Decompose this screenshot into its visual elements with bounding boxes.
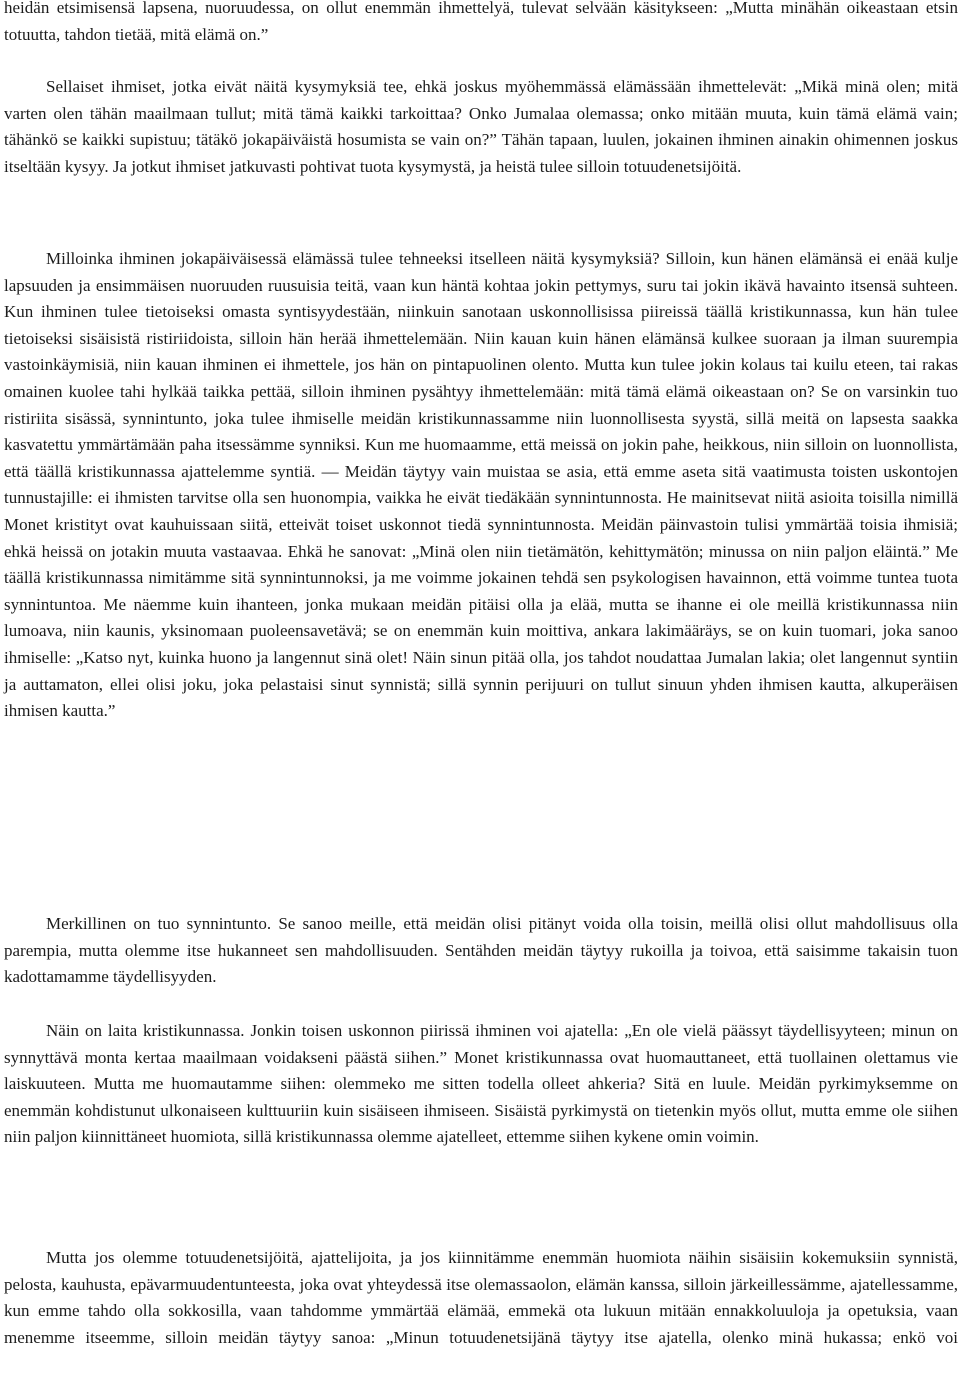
paragraph-4: Merkillinen on tuo synnintunto. Se sanoo meille, että meidän olisi pitänyt voida olla toisin, meillä olisi ollut mahdollisuus olla parempia, mutta olemme itse hukanneet sen mahdollisuuden. Sentähden meidän täytyy rukoilla ja toivoa, että saisimme takaisin tuon kadottamamme täydellisyyden. bbox=[4, 914, 958, 987]
paragraph-2: Sellaiset ihmiset, jotka eivät näitä kysymyksiä tee, ehkä joskus myöhemmässä elämässään ihmettelevät: „Mikä minä olen; mitä varten olen tähän maailmaan tullut; mitä tämä kaikki tarkoittaa? Onko Jumalaa olemassa; onko mitään muuta, kuin tämä elämä vain; tähänkö se kaikki supistuu; tätäkö jokapäiväistä hosumista se vain on?” Tähän tapaan, luulen, jokainen ihminen ainakin ohimennen joskus itseltään kysyy. Ja jotkut ihmiset jatkuvasti pohtivat tuota kysymystä, ja heistä tulee silloin totuudenetsijöitä. bbox=[4, 77, 958, 176]
paragraph-5: Näin on laita kristikunnassa. Jonkin toisen uskonnon piirissä ihminen voi ajatella: „En ole vielä päässyt täydellisyyteen; minun on synnyttävä monta kertaa maailmaan voidakseni päästä siihen.” Monet kristikunnassa ovat huomauttaneet, että tuollainen olettamus vie laiskuuteen. Mutta me huomautamme siihen: olemmeko me sitten todella olleet ahkeria? Sitä en luule. Meidän pyrkimyksemme on enemmän kohdistunut ulkonaiseen kulttuuriin kuin sisäiseen ihmiseen. Sisäistä pyrkimystä on tietenkin myös ollut, mutta emme ole siihen niin paljon kiinnittäneet huomiota, sillä kristikunnassa olemme ajatelleet, ettemme siihen kykene omin voimin. bbox=[4, 1021, 958, 1147]
paragraph-1: heidän etsimisensä lapsena, nuoruudessa, on ollut enemmän ihmettelyä, tulevat selvään käsitykseen: „Mutta minähän oikeastaan etsin totuutta, tahdon tietää, mitä elämä on.” bbox=[4, 0, 958, 44]
paragraph-3: Milloinka ihminen jokapäiväisessä elämässä tulee tehneeksi itselleen näitä kysymyksiä? Silloin, kun hänen elämänsä ei enää kulje lapsuuden ja ensimmäisen nuoruuden ruusuisia teitä, vaan kun häntä kohtaa jokin pettymys, suru tai jokin ikävä havainto itsensä suhteen. Kun ihminen tulee tietoiseksi omasta syntisyydestään, niinkuin sanotaan uskonnollisissa piireissä täällä kristikunnassa, kun hän tulee tietoiseksi sisäisistä ristiriidoista, silloin hän herää ihmettelemään. Niin kauan kuin hänen elämänsä kulkee suoraan ja ilman suurempia vastoinkäymisiä, niin kauan ihminen ei ihmettele, jos hän on pintapuolinen olento. Mutta kun tulee jokin kolaus tai kuilu eteen, tai rakas omainen kuolee tahi hylkää taikka pettää, silloin ihminen pysähtyy ihmettelemään: mitä tämä elämä oikeastaan on? Se on varsinkin tuo ristiriita sisässä, synnintunto, joka tulee ihmiselle meidän kristikunnassamme niin luonnollisesta syystä, sillä meitä on lapsesta saakka kasvatettu ymmärtämään paha itsessämme synniksi. Kun me huomaamme, että meissä on jokin pahe, heikkous, niin silloin on luonnollista, että täällä kristikunnassa ajattelemme syntiä. — Meidän täytyy vain muistaa se asia, että emme aseta sitä vaatimusta toisten uskontojen tunnustajille: ei ihmisten tarvitse olla sen huonompia, vaikka he eivät tiedäkään synnintunnosta. He mainitsevat niitä asioita toisilla nimillä Monet kristityt ovat kauhuissaan siitä, etteivät toiset uskonnot tiedä synnintunnosta. Meidän päinvastoin tulisi ymmärtää toisia ihmisiä; ehkä heissä on jotakin muuta vastaavaa. Ehkä he sanovat: „Minä olen niin tietämätön, kehittymätön; minussa on niin paljon eläintä.” Me täällä kristikunnassa nimitämme sitä synnintunnoksi, ja me voimme jokainen tehdä sen psykologisen havainnon, että voimme tuntea tuota synnintuntoa. Me näemme kuin ihanteen, jonka mukaan meidän pitäisi olla ja elää, mutta se ihanne ei ole meillä kristikunnassa niin lumoava, niin kaunis, yksinomaan puoleensavetävä; se on enemmän kuin moittiva, ankara lakimääräys, se on kuin tuomari, joka sanoo ihmiselle: „Katso nyt, kuinka huono ja langennut sinä olet! Näin sinun pitää olla, jos tahdot noudattaa Jumalan lakia; olet langennut syntiin ja auttamaton, ellei olisi joku, joka pelastaisi sinut synnistä; sillä synnin perijuuri on tullut sinuun yhden ihmisen kautta, alkuperäisen ihmisen kautta.” bbox=[4, 249, 958, 721]
paragraph-6: Mutta jos olemme totuudenetsijöitä, ajattelijoita, ja jos kiinnitämme enemmän huomiota näihin sisäisiin kokemuksiin synnistä, pelosta, kauhusta, epävarmuudentunteesta, joka ovat yhteydessä itse olemassaolon, elämän kanssa, silloin järkeillessämme, ajatellessamme, kun emme tahdo olla sokkosilla, vaan tahdomme ymmärtää elämää, emmekä ota lukuun mitään ennakkoluuloja ja opetuksia, vaan menemme itseemme, silloin meidän täytyy sanoa: „Minun totuudenetsijänä täytyy itse ajatella, olenko minä hukassa; enkö voi bbox=[4, 1248, 958, 1347]
